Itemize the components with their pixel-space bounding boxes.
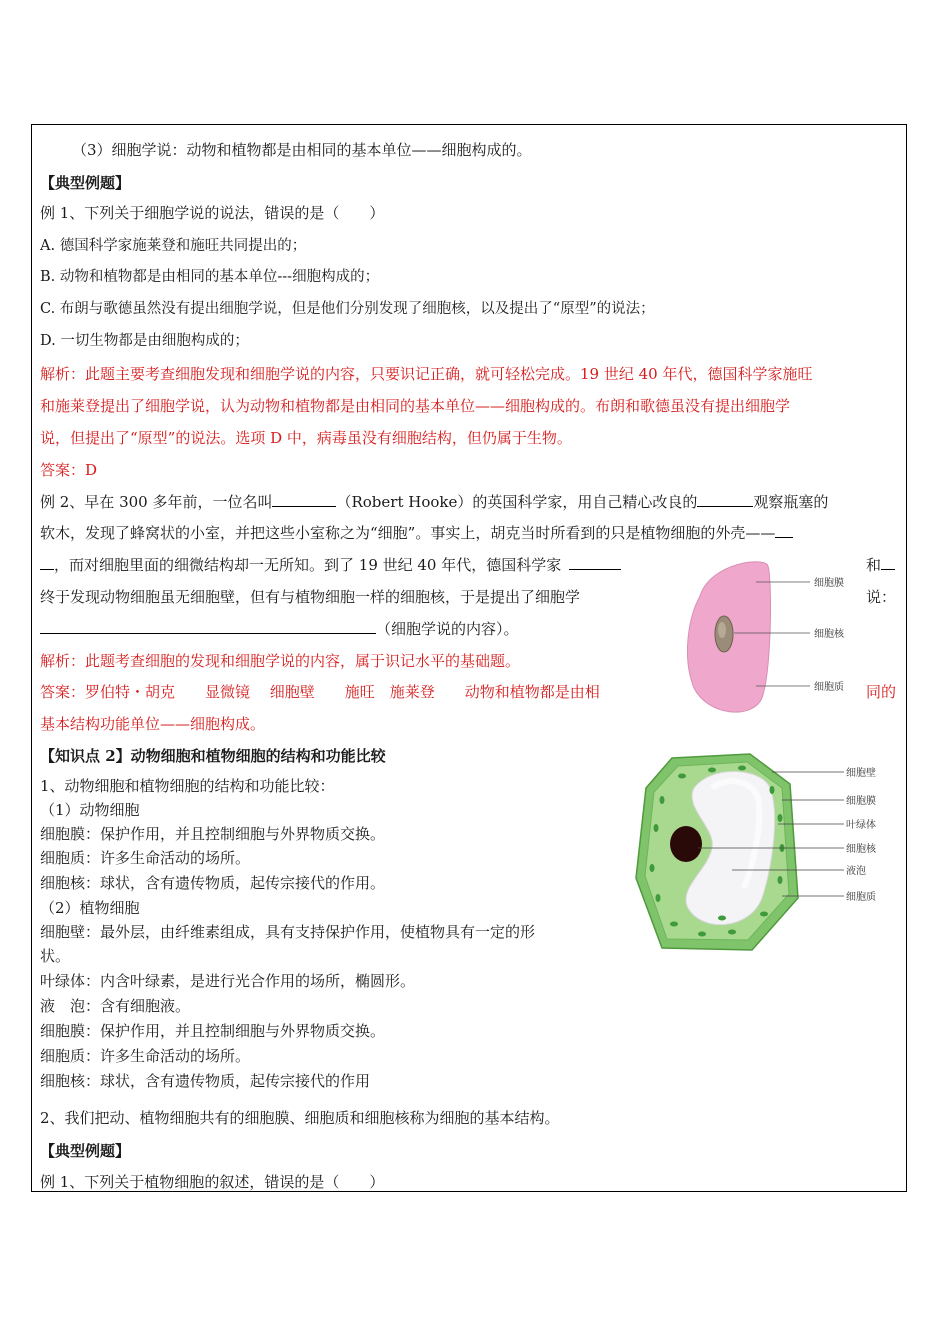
plant-cell-title: （2）植物细胞 <box>40 899 140 917</box>
basic-structure-summary: 2、我们把动、植物细胞共有的细胞膜、细胞质和细胞核称为细胞的基本结构。 <box>40 1109 560 1127</box>
example-heading-2: 【典型例题】 <box>40 1142 131 1160</box>
blank-scientist-2[interactable] <box>881 555 895 570</box>
q1-stem: 例 1、下列关于细胞学说的说法，错误的是（ ） <box>40 204 385 222</box>
blank-structure[interactable] <box>775 523 793 538</box>
q1-option-b: B. 动物和植物都是由相同的基本单位---细胞构成的； <box>40 269 380 285</box>
q2-line2-text: 软木，发现了蜂窝状的小室，并把这些小室称之为“细胞”。事实上，胡克当时所看到的只是植物细胞的外壳—— <box>40 524 776 542</box>
plant-nucleus-desc: 细胞核：球状，含有遗传物质，起传宗接代的作用 <box>40 1072 371 1090</box>
q2-line1-c: 观察瓶塞的 <box>753 493 829 511</box>
q1-analysis-line3: 说，但提出了“原型”的说法。选项 D 中，病毒虽没有细胞结构，但仍属于生物。 <box>40 429 572 447</box>
plant-label-vacuole: 液泡 <box>846 866 866 877</box>
plant-label-chloroplast: 叶绿体 <box>846 820 876 831</box>
animal-label-cytoplasm: 细胞质 <box>814 682 844 693</box>
q2-line1 <box>40 492 828 512</box>
plant-cell-diagram <box>632 748 892 958</box>
plant-wall-desc-1: 细胞壁：最外层，由纤维素组成，具有支持保护作用，使植物具有一定的形 <box>40 923 536 941</box>
q2-line3-right <box>866 555 895 575</box>
blank-theory-content[interactable] <box>40 619 376 634</box>
animal-cytoplasm-desc: 细胞质：许多生命活动的场所。 <box>40 849 251 867</box>
blank-structure-cont[interactable] <box>40 555 54 570</box>
q1-option-c: C. 布朗与歌德虽然没有提出细胞学说，但是他们分别发现了细胞核，以及提出了“原型”的说法； <box>40 301 655 317</box>
plant-label-cytoplasm: 细胞质 <box>846 892 876 903</box>
q2-line4-right: 说： <box>866 588 897 606</box>
blank-name[interactable] <box>272 492 336 507</box>
animal-cell-title: （1）动物细胞 <box>40 801 140 819</box>
plant-cytoplasm-desc: 细胞质：许多生命活动的场所。 <box>40 1047 251 1065</box>
plant-label-nucleus: 细胞核 <box>846 844 876 855</box>
q1-analysis-line1: 解析：此题主要考查细胞发现和细胞学说的内容，只要识记正确，就可轻松完成。19 世纪 40 年代，德国科学家施旺 <box>40 365 813 383</box>
q2-line2 <box>40 523 793 543</box>
plant-vacuole-desc: 液 泡：含有细胞液。 <box>40 997 191 1015</box>
plant-wall-desc-2: 状。 <box>40 947 71 965</box>
plant-label-wall: 细胞壁 <box>846 768 876 779</box>
q2-line3-text: ，而对细胞里面的细微结构却一无所知。到了 19 世纪 40 年代，德国科学家 <box>54 556 562 574</box>
animal-cell-diagram <box>680 558 860 718</box>
plant-membrane-desc: 细胞膜：保护作用，并且控制细胞与外界物质交换。 <box>40 1022 386 1040</box>
q1-analysis-line2: 和施莱登提出了细胞学说，认为动物和植物都是由相同的基本单位——细胞构成的。布朗和歌德虽没有提出细胞学 <box>40 397 791 415</box>
q2-line1-a: 例 2、早在 300 多年前，一位名叫 <box>40 493 273 511</box>
animal-label-membrane: 细胞膜 <box>814 578 844 589</box>
q2-line4: 终于发现动物细胞虽无细胞壁，但有与植物细胞一样的细胞核，于是提出了细胞学 <box>40 588 581 606</box>
q2-line5 <box>40 619 519 639</box>
blank-scientist-1[interactable] <box>569 555 621 570</box>
q1-option-d: D. 一切生物都是由细胞构成的； <box>40 333 249 349</box>
animal-membrane-desc: 细胞膜：保护作用，并且控制细胞与外界物质交换。 <box>40 825 386 843</box>
q2-line3-right-text: 和 <box>866 556 882 574</box>
plant-label-membrane: 细胞膜 <box>846 796 876 807</box>
plant-chloroplast-desc: 叶绿体：内含叶绿素，是进行光合作用的场所，椭圆形。 <box>40 972 416 990</box>
q2-line3 <box>40 555 621 575</box>
q1-option-a: A. 德国科学家施莱登和施旺共同提出的； <box>40 238 307 254</box>
example-heading: 【典型例题】 <box>40 174 131 192</box>
blank-instrument[interactable] <box>697 492 753 507</box>
comparison-intro: 1、动物细胞和植物细胞的结构和功能比较： <box>40 777 335 795</box>
q2-answer-line2: 基本结构功能单位——细胞构成。 <box>40 715 266 733</box>
q3-stem: 例 1、下列关于植物细胞的叙述，错误的是（ ） <box>40 1173 385 1191</box>
cell-theory-point: （3）细胞学说：动物和植物都是由相同的基本单位——细胞构成的。 <box>72 141 532 159</box>
q1-answer: 答案：D <box>40 461 98 479</box>
q2-answer-line1-right: 同的 <box>866 683 897 701</box>
q2-line1-b: （Robert Hooke）的英国科学家，用自己精心改良的 <box>336 493 698 511</box>
q2-answer-line1: 答案：罗伯特・胡克 显微镜 细胞壁 施旺 施莱登 动物和植物都是由相 <box>40 683 600 701</box>
q2-line5-text: （细胞学说的内容）。 <box>376 620 519 638</box>
animal-nucleus-desc: 细胞核：球状，含有遗传物质，起传宗接代的作用。 <box>40 874 386 892</box>
q2-analysis: 解析：此题考查细胞的发现和细胞学说的内容，属于识记水平的基础题。 <box>40 652 521 670</box>
plant-cell-nucleus <box>670 826 702 862</box>
animal-label-nucleus: 细胞核 <box>814 629 844 640</box>
knowledge-point-2-heading: 【知识点 2】动物细胞和植物细胞的结构和功能比较 <box>40 747 386 765</box>
